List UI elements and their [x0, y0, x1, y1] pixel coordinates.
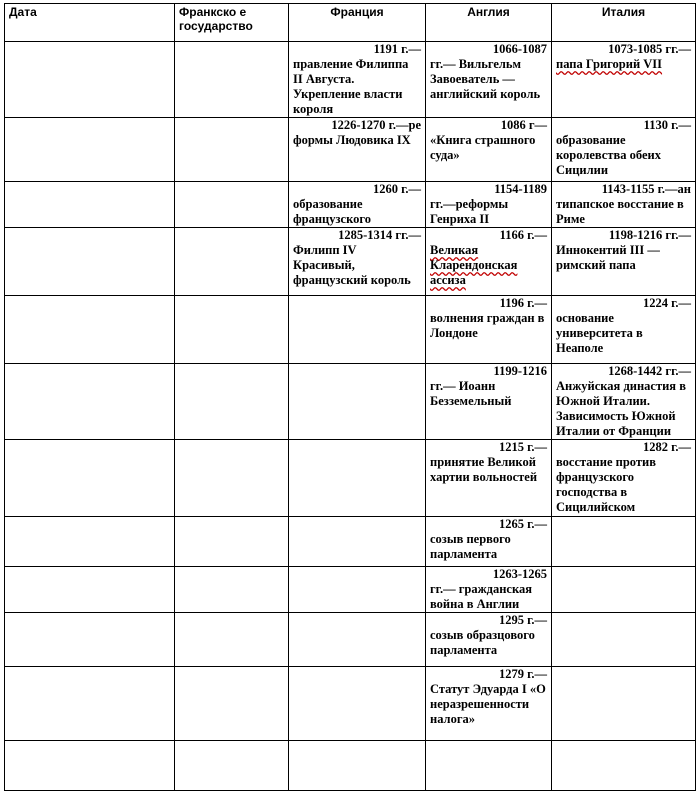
table-row	[5, 364, 696, 440]
cell-france	[289, 182, 426, 228]
cell-frankish	[175, 567, 289, 613]
cell-frankish	[175, 228, 289, 296]
england-date: 1166 г.—	[499, 228, 547, 242]
table-row	[5, 667, 696, 741]
england-text: принятие Великой хартии вольностей	[430, 455, 538, 484]
cell-france	[289, 741, 426, 791]
cell-frankish	[175, 364, 289, 440]
cell-date	[5, 42, 175, 118]
cell-italy	[552, 613, 696, 667]
cell-date	[5, 118, 175, 182]
france-text: образование французского	[293, 197, 371, 226]
england-text: гг.— гражданская война в Англии	[430, 582, 532, 611]
italy-text: основание университета в Неаполе	[556, 311, 643, 355]
cell-france	[289, 118, 426, 182]
france-date: 1260 г.—	[372, 182, 421, 196]
italy-date: 1073-1085 гг.—	[608, 42, 691, 56]
italy-text: типапское восстание в Риме	[556, 197, 684, 226]
cell-france	[289, 613, 426, 667]
cell-italy	[552, 182, 696, 228]
table-row	[5, 42, 696, 118]
cell-france	[289, 567, 426, 613]
france-text: формы Людовика IX	[293, 133, 411, 147]
cell-england	[426, 440, 552, 517]
england-date: 1196 г.—	[499, 296, 547, 310]
cell-italy	[552, 741, 696, 791]
cell-england	[426, 364, 552, 440]
cell-frankish	[175, 741, 289, 791]
england-text: гг.— Иоанн Безземельный	[430, 379, 512, 408]
cell-england	[426, 667, 552, 741]
italy-text: восстание против французского господства в Сицилийском	[556, 455, 656, 514]
table-row	[5, 613, 696, 667]
cell-england	[426, 567, 552, 613]
cell-italy	[552, 118, 696, 182]
table-row	[5, 517, 696, 567]
cell-england	[426, 741, 552, 791]
england-date: 1279 г.—	[498, 667, 547, 681]
cell-date	[5, 667, 175, 741]
cell-england	[426, 613, 552, 667]
cell-france	[289, 228, 426, 296]
england-date: 1265 г.—	[498, 517, 547, 531]
header-row	[5, 4, 696, 42]
france-text: Филипп IV Красивый, французский король	[293, 243, 411, 287]
italy-text: Иннокентий III — римский папа	[556, 243, 660, 272]
cell-date	[5, 228, 175, 296]
england-text: Статут Эдуарда I «О неразрешенности налога»	[430, 682, 546, 726]
italy-text: образование королевства обеих Сицилии	[556, 133, 661, 177]
italy-date: 1198-1216 гг.—	[608, 228, 691, 242]
england-date: 1066-1087	[492, 42, 547, 56]
cell-date	[5, 182, 175, 228]
england-date: 1199-1216	[493, 364, 547, 378]
cell-frankish	[175, 517, 289, 567]
header-england: Англия	[426, 4, 552, 42]
italy-text: папа Григорий VII	[556, 57, 663, 71]
italy-date: 1143-1155 г.—ан	[601, 182, 691, 196]
cell-date	[5, 364, 175, 440]
cell-england	[426, 296, 552, 364]
header-date: Дата	[5, 4, 175, 42]
italy-date: 1130 г.—	[643, 118, 691, 132]
cell-date	[5, 440, 175, 517]
england-date: 1295 г.—	[498, 613, 547, 627]
cell-frankish	[175, 118, 289, 182]
italy-date: 1282 г.—	[642, 440, 691, 454]
header-italy: Италия	[552, 4, 696, 42]
cell-italy	[552, 228, 696, 296]
header-france: Франция	[289, 4, 426, 42]
england-date: 1215 г.—	[498, 440, 547, 454]
cell-italy	[552, 517, 696, 567]
cell-france	[289, 517, 426, 567]
cell-frankish	[175, 42, 289, 118]
cell-england	[426, 517, 552, 567]
cell-italy	[552, 42, 696, 118]
cell-frankish	[175, 440, 289, 517]
cell-frankish	[175, 296, 289, 364]
table-row	[5, 182, 696, 228]
header-frankish-state: Франкско е государство	[175, 4, 289, 42]
cell-france	[289, 667, 426, 741]
cell-italy	[552, 440, 696, 517]
cell-england	[426, 228, 552, 296]
england-text: «Книга страшного суда»	[430, 133, 536, 162]
cell-france	[289, 440, 426, 517]
table-row	[5, 296, 696, 364]
cell-france	[289, 364, 426, 440]
cell-italy	[552, 364, 696, 440]
england-text: волнения граждан в Лондоне	[430, 311, 545, 340]
table-row	[5, 118, 696, 182]
cell-frankish	[175, 667, 289, 741]
cell-england	[426, 42, 552, 118]
cell-italy	[552, 296, 696, 364]
england-date: 1086 г—	[500, 118, 547, 132]
france-date: 1226-1270 г.—ре	[331, 118, 421, 132]
cell-date	[5, 517, 175, 567]
france-date: 1285-1314 гг.—	[338, 228, 421, 242]
france-date: 1191 г.—	[373, 42, 421, 56]
table-row	[5, 228, 696, 296]
cell-france	[289, 42, 426, 118]
cell-italy	[552, 567, 696, 613]
cell-date	[5, 613, 175, 667]
cell-date	[5, 296, 175, 364]
england-text: Великая Кларендонская ассиза	[430, 243, 518, 287]
england-text: созыв первого парламента	[430, 532, 511, 561]
england-date: 1263-1265	[492, 567, 547, 581]
italy-text: Анжуйская династия в Южной Италии. Зависимость Южной Италии от Франции	[556, 379, 686, 438]
cell-date	[5, 741, 175, 791]
cell-england	[426, 118, 552, 182]
cell-france	[289, 296, 426, 364]
cell-frankish	[175, 182, 289, 228]
england-text: гг.— Вильгельм Завоеватель — английский король	[430, 57, 541, 101]
italy-date: 1268-1442 гг.—	[608, 364, 691, 378]
italy-date: 1224 г.—	[642, 296, 691, 310]
england-date: 1154-1189	[494, 182, 547, 196]
cell-italy	[552, 667, 696, 741]
cell-england	[426, 182, 552, 228]
cell-date	[5, 567, 175, 613]
table-row	[5, 741, 696, 791]
table-row	[5, 567, 696, 613]
table-row	[5, 440, 696, 517]
england-text: созыв образцового парламента	[430, 628, 535, 657]
cell-frankish	[175, 613, 289, 667]
france-text: правление Филиппа II Августа. Укрепление власти короля	[293, 57, 409, 116]
history-table	[4, 3, 696, 791]
england-text: гг.—реформы Генриха II	[430, 197, 509, 226]
